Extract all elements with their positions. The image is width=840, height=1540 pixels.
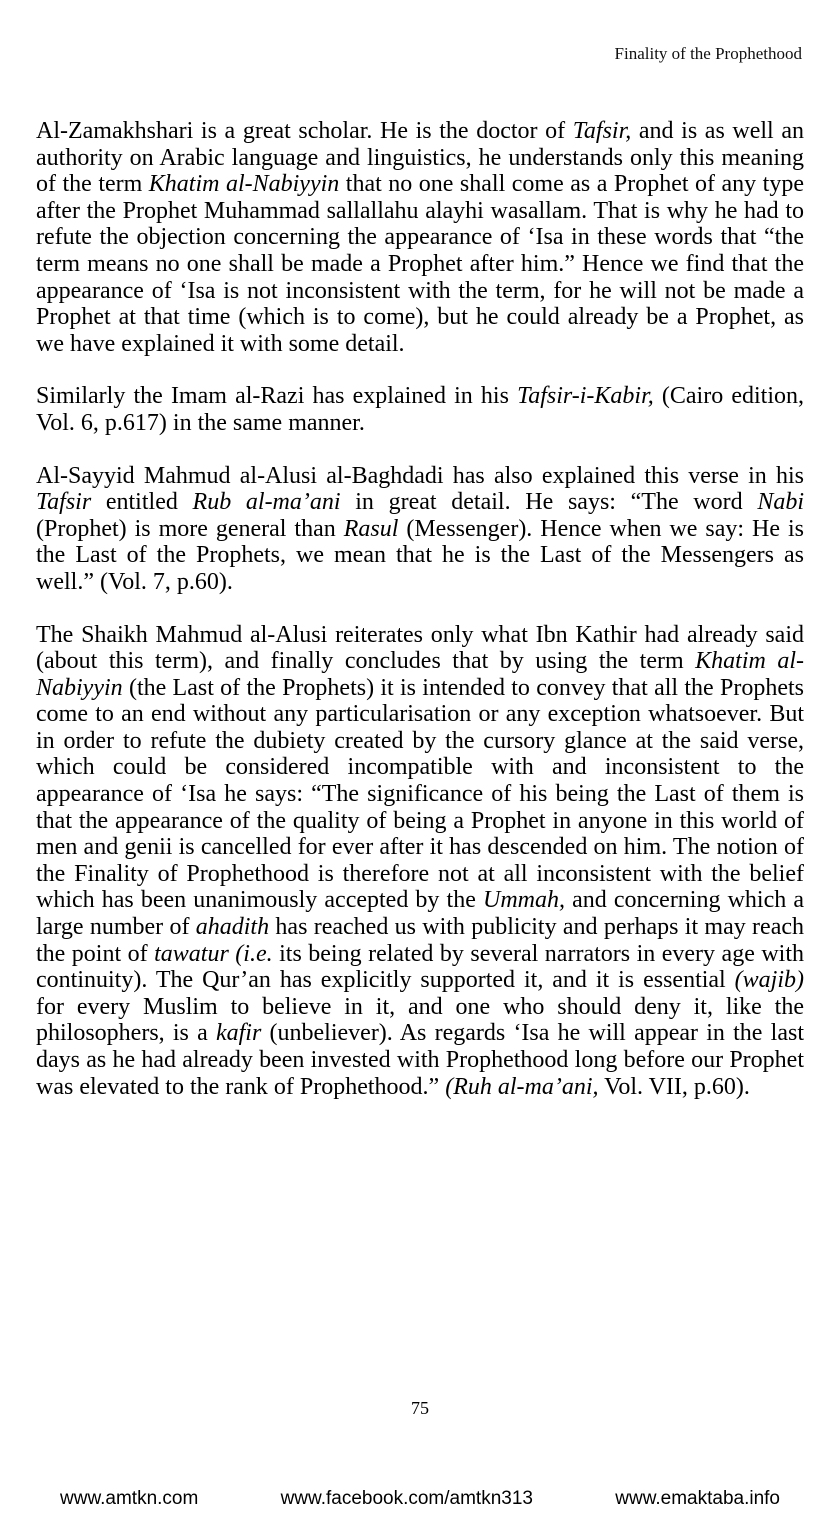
italic-term: Tafsir, bbox=[572, 118, 632, 144]
italic-term: Nabi bbox=[757, 489, 805, 516]
text-run: The Shaikh Mahmud al-Alusi reiterates only what Ibn Kathir had already said (about this term), and finally concludes that by using the term bbox=[36, 621, 804, 675]
text-run: (unbeliever). As regards ‘Isa he will appear in the last days as he had already been invested with Prophethood long before our Prophet was elevated to the rank of Prophethood.” bbox=[36, 1020, 804, 1100]
paragraph bbox=[36, 463, 804, 596]
italic-term: Khatim al-Nabiyyin bbox=[36, 648, 804, 701]
text-run: has reached us with publicity and perhaps it may reach the point of bbox=[36, 914, 804, 967]
italic-term: (Ruh al-ma’ani, bbox=[445, 1073, 599, 1100]
footer-link-amtkn[interactable]: www.amtkn.com bbox=[60, 1488, 199, 1509]
paragraph bbox=[36, 622, 804, 1101]
running-header: Finality of the Prophethood bbox=[614, 44, 802, 63]
text-run: that no one shall come as a Prophet of any type after the Prophet Muhammad sallallahu alayhi wasallam. That is why he had to refute the objection concerning the appearance of ‘Isa in these words that “the term means no one shall be made a Prophet after him.” Hence we find that the appearance of ‘Isa is not inconsistent with the term, for he will not be made a Prophet at that time (which is to come), but he could already be a Prophet, as we have explained it with some detail. bbox=[36, 171, 804, 357]
italic-term: Ummah, bbox=[482, 887, 565, 914]
text-run: (the Last of the Prophets) it is intended to convey that all the Prophets come to an end without any particularisation or any exception whatsoever. But in order to refute the dubiety created by the cursory glance at the said verse, which could be considered incompatible with and inconsistent to the appearance of ‘Isa he says: “The significance of his being the Last of them is that the appearance of the quality of being a Prophet in anyone in this world of men and genii is cancelled for ever after it has descended on him. The notion of the Finality of Prophethood is therefore not at all inconsistent with the belief which has been unanimously accepted by the bbox=[36, 674, 804, 914]
text-run: its being related by several narrators in every age with continuity). The Qur’an has explicitly supported it, and it is essential bbox=[36, 940, 805, 994]
text-run: Al-Zamakhshari is a great scholar. He is the doctor of bbox=[36, 118, 573, 144]
paragraph bbox=[36, 383, 804, 436]
italic-term: Rub al-ma’ani bbox=[192, 489, 341, 516]
footer-link-emaktaba[interactable]: www.emaktaba.info bbox=[615, 1488, 780, 1509]
text-run: Similarly the Imam al-Razi has explained in his bbox=[36, 383, 518, 410]
italic-term: (wajib) bbox=[734, 967, 804, 994]
text-run: Al-Sayyid Mahmud al-Alusi al-Baghdadi has also explained this verse in his bbox=[36, 462, 804, 489]
text-run: and concerning which a large number of bbox=[36, 887, 805, 941]
text-run: Vol. VII, p.60). bbox=[598, 1073, 750, 1100]
page-number: 75 bbox=[411, 1398, 429, 1418]
italic-term: tawatur (i.e. bbox=[154, 940, 273, 967]
italic-term: Rasul bbox=[343, 515, 399, 542]
italic-term: kafir bbox=[215, 1020, 262, 1047]
text-run: (Cairo edition, Vol. 6, p.617) in the same manner. bbox=[36, 383, 805, 436]
text-run: in great detail. He says: “The word bbox=[340, 489, 758, 516]
body-text bbox=[36, 118, 804, 1126]
italic-term: Khatim al-Nabiyyin bbox=[148, 171, 340, 198]
text-run: (Prophet) is more general than bbox=[36, 515, 344, 542]
italic-term: ahadith bbox=[195, 914, 270, 941]
text-run: for every Muslim to believe in it, and one who should deny it, like the philosophers, is a bbox=[36, 993, 804, 1047]
text-run: entitled bbox=[91, 489, 193, 516]
footer-link-facebook[interactable]: www.facebook.com/amtkn313 bbox=[280, 1488, 533, 1509]
text-run: (Messenger). Hence when we say: He is the Last of the Prophets, we mean that he is the Last of the Messengers as well.” (Vol. 7, p.60). bbox=[36, 515, 804, 595]
footer bbox=[60, 1488, 780, 1510]
italic-term: Tafsir bbox=[36, 489, 92, 516]
paragraph bbox=[36, 118, 804, 357]
italic-term: Tafsir-i-Kabir, bbox=[517, 383, 654, 410]
text-run: and is as well an authority on Arabic language and linguistics, he understands only this meaning of the term bbox=[36, 118, 804, 198]
